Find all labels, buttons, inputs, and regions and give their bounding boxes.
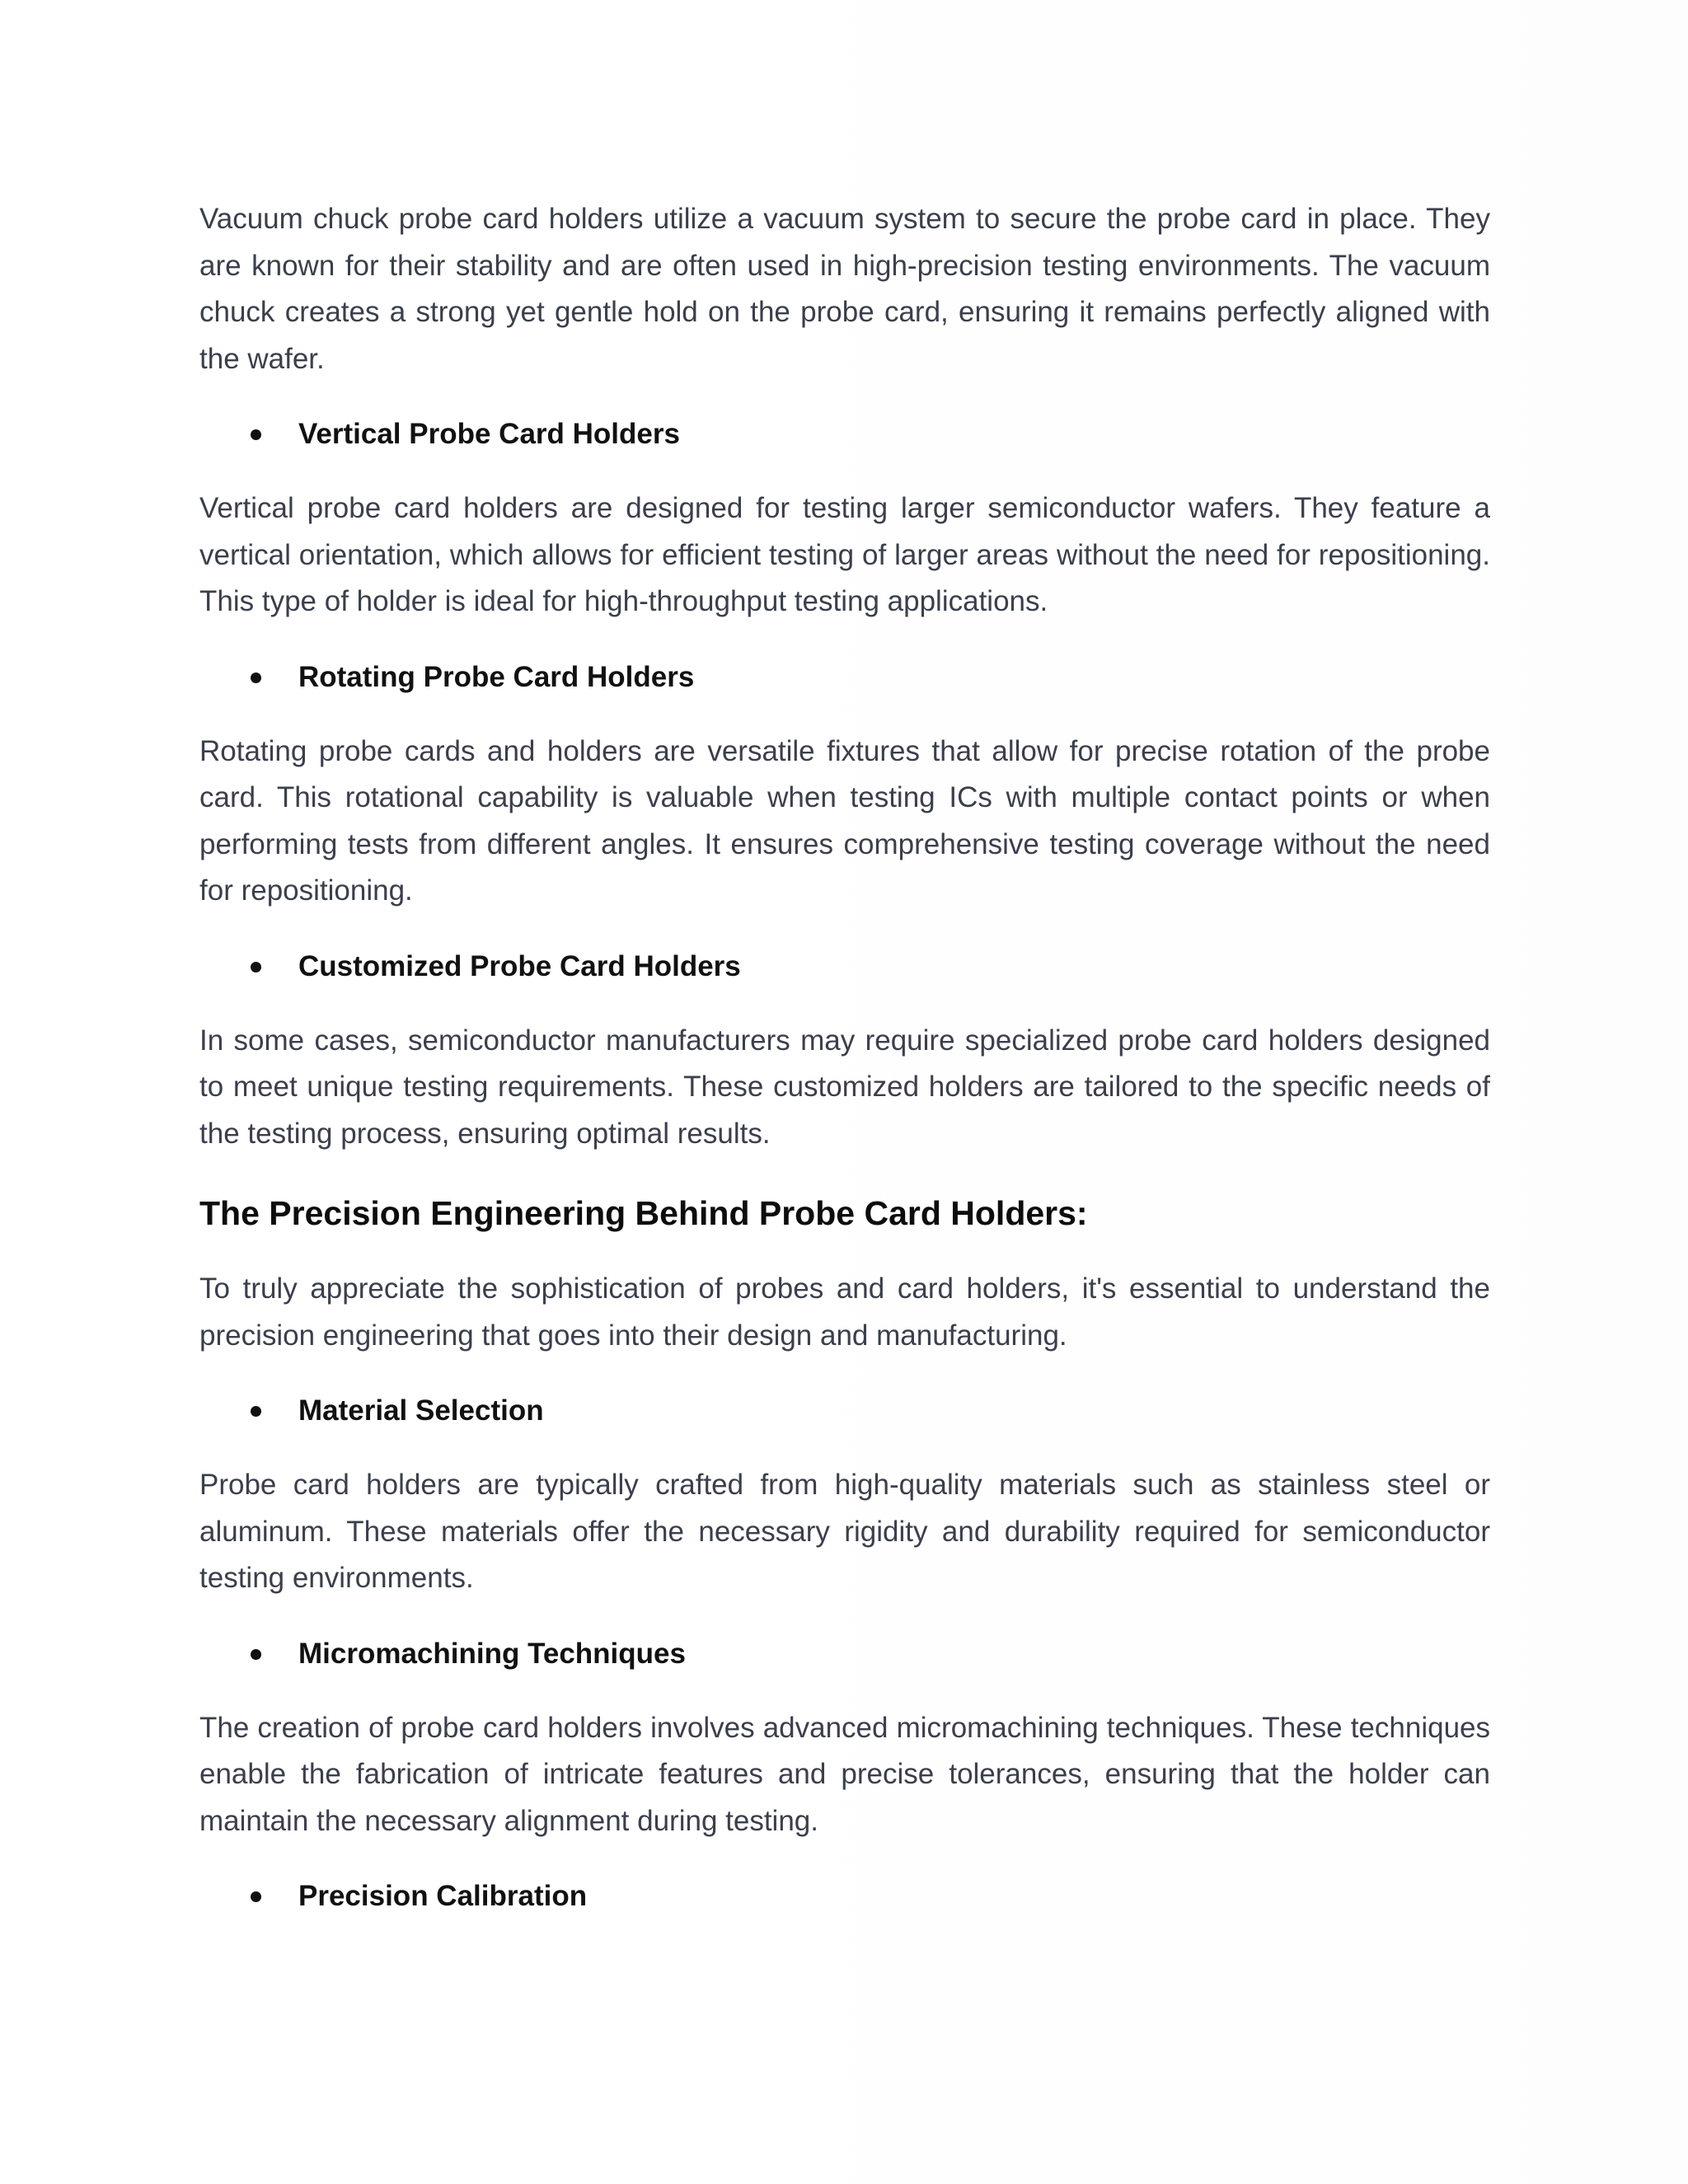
- bullet-label: Micromachining Techniques: [298, 1637, 686, 1670]
- paragraph-rotating-holders: Rotating probe cards and holders are versatile fixtures that allow for precise rotation of the probe card. This rotational capability is valuable when testing ICs with multiple contact points or when performing tests from different angles. It ensures comprehensive testing coverage without the need for repositioning.: [199, 734, 1490, 907]
- bullet-label: Vertical Probe Card Holders: [298, 418, 680, 450]
- bullet-label: Rotating Probe Card Holders: [298, 660, 695, 693]
- bullet-label: Customized Probe Card Holders: [298, 949, 741, 982]
- paragraph-vacuum-chuck: Vacuum chuck probe card holders utilize a vacuum system to secure the probe card in place. They are known for their stability and are often used in high-precision testing environments. The vacuum chuck creates a strong yet gentle hold on the probe card, ensuring it remains perfectly aligned with the wafer.: [199, 203, 1490, 375]
- document-body: [199, 196, 1490, 1919]
- bullet-dot-icon: [251, 1649, 261, 1660]
- bullet-label: Material Selection: [298, 1394, 544, 1427]
- bullet-rotating-holders: [199, 654, 1490, 701]
- bullet-precision-calibration: [199, 1873, 1490, 1919]
- bullet-vertical-holders: [199, 411, 1490, 457]
- bullet-label: Precision Calibration: [298, 1880, 588, 1912]
- bullet-dot-icon: [251, 1891, 261, 1902]
- paragraph-customized-holders: In some cases, semiconductor manufacturers may require specialized probe card holders designed to meet unique testing requirements. These customized holders are tailored to the specific needs of the testing process, ensuring optimal results.: [199, 1024, 1490, 1150]
- paragraph-material-selection: Probe card holders are typically crafted from high-quality materials such as stainless steel or aluminum. These materials offer the necessary rigidity and durability required for semiconductor testing environments.: [199, 1469, 1490, 1594]
- paragraph-vertical-holders: Vertical probe card holders are designed for testing larger semiconductor wafers. They feature a vertical orientation, which allows for efficient testing of larger areas without the need for repositioning. This type of holder is ideal for high-throughput testing applications.: [199, 492, 1490, 617]
- bullet-dot-icon: [251, 673, 261, 683]
- bullet-material-selection: [199, 1388, 1490, 1434]
- bullet-customized-holders: [199, 944, 1490, 990]
- section-heading-precision-engineering: The Precision Engineering Behind Probe Card Holders:: [199, 1194, 1088, 1232]
- paragraph-precision-intro: To truly appreciate the sophistication of probes and card holders, it's essential to understand the precision engineering that goes into their design and manufacturing.: [199, 1272, 1490, 1352]
- bullet-micromachining: [199, 1631, 1490, 1677]
- bullet-dot-icon: [251, 1406, 261, 1417]
- paragraph-micromachining: The creation of probe card holders involves advanced micromachining techniques. These techniques enable the fabrication of intricate features and precise tolerances, ensuring that the holder can maintain the necessary alignment during testing.: [199, 1711, 1490, 1837]
- bullet-dot-icon: [251, 962, 261, 972]
- bullet-dot-icon: [251, 429, 261, 440]
